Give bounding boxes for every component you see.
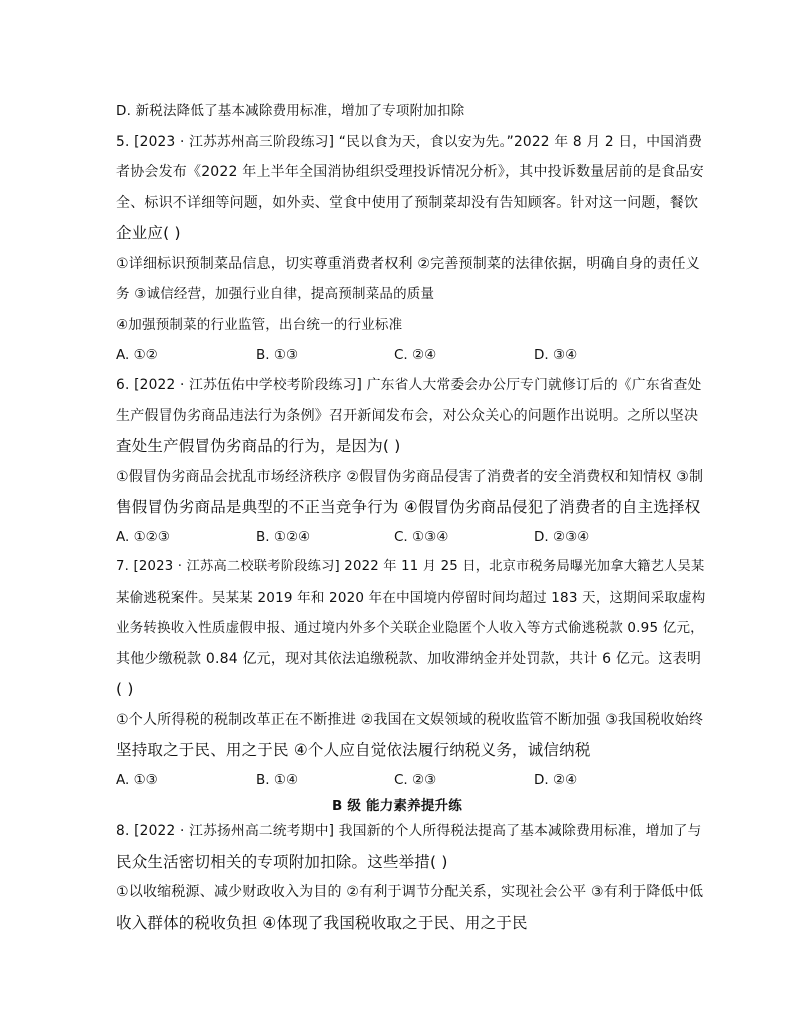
q8-stem-line-2: 民众生活密切相关的专项附加扣除。这些举措( ): [116, 853, 448, 871]
section-heading: B 级 能力素养提升练: [332, 798, 462, 814]
q5-statement-line-1: ①详细标识预制菜品信息，切实尊重消费者权利 ②完善预制菜的法律依据，明确自身的责任义: [116, 256, 700, 272]
q6-stem-line-1: 6. [2022 · 江苏伍佑中学校考阶段练习] 广东省人大常委会办公厅专门就修订后的《广东省查处: [116, 377, 702, 393]
q6-statement-line-2: 售假冒伪劣商品是典型的不正当竞争行为 ④假冒伪劣商品侵犯了消费者的自主选择权: [116, 498, 701, 516]
q5-stem-line-2: 者协会发布《2022 年上半年全国消协组织受理投诉情况分析》，其中投诉数量居前的是食品安: [116, 164, 704, 180]
q8-statement-line-2: 收入群体的税收负担 ④体现了我国税收取之于民、用之于民: [116, 914, 528, 932]
q7-option-b: B. ①④: [256, 772, 299, 788]
q5-statement-line-3: ④加强预制菜的行业监管，出台统一的行业标准: [116, 317, 403, 333]
q5-option-c: C. ②④: [394, 347, 437, 363]
q6-option-b: B. ①②④: [256, 529, 311, 545]
q6-stem-line-2: 生产假冒伪劣商品违法行为条例》召开新闻发布会，对公众关心的问题作出说明。之所以坚决: [116, 408, 699, 424]
q7-statement-line-2: 坚持取之于民、用之于民 ④个人应自觉依法履行纳税义务，诚信纳税: [116, 741, 591, 759]
q6-option-c: C. ①③④: [394, 529, 449, 545]
q7-stem-line-1: 7. [2023 · 江苏高二校联考阶段练习] 2022 年 11 月 25 日，北京市税务局曝光加拿大籍艺人吴某: [116, 559, 705, 574]
q8-statement-line-1: ①以收缩税源、减少财政收入为目的 ②有利于调节分配关系，实现社会公平 ③有利于降低中低: [116, 884, 704, 900]
q5-stem-line-1: 5. [2023 · 江苏苏州高三阶段练习] “民以食为天，食以安为先。”2022 年 8 月 2 日，中国消费: [116, 134, 703, 150]
q7-option-c: C. ②③: [394, 772, 437, 788]
q6-statement-line-1: ①假冒伪劣商品会扰乱市场经济秩序 ②假冒伪劣商品侵害了消费者的安全消费权和知情权 ③制: [116, 469, 704, 485]
q5-option-a: A. ①②: [116, 347, 158, 363]
q6-option-d: D. ②③④: [534, 529, 590, 545]
q5-stem-line-4: 企业应( ): [116, 224, 181, 242]
q7-stem-line-3: 业务转换收入性质虚假申报、通过境内外多个关联企业隐匿个人收入等方式偷逃税款 0.95 亿元，: [116, 620, 704, 636]
q5-stem-line-3: 全、标识不详细等问题，如外卖、堂食中使用了预制菜却没有告知顾客。针对这一问题，餐饮: [116, 195, 699, 211]
q5-option-d: D. ③④: [534, 347, 578, 363]
q4-option-d: D. 新税法降低了基本减除费用标准，增加了专项附加扣除: [116, 103, 465, 119]
q7-stem-line-4: 其他少缴税款 0.84 亿元，现对其依法追缴税款、加收滞纳金并处罚款，共计 6 亿元。这表明: [116, 651, 702, 667]
q7-stem-line-2: 某偷逃税案件。吴某某 2019 年和 2020 年在中国境内停留时间均超过 183 天，这期间采取虚构: [116, 590, 706, 606]
q7-option-d: D. ②④: [534, 772, 578, 788]
q5-option-b: B. ①③: [256, 347, 299, 363]
q7-option-a: A. ①③: [116, 772, 158, 788]
q7-stem-line-5: ( ): [116, 680, 134, 698]
q6-option-a: A. ①②③: [116, 529, 170, 545]
q7-statement-line-1: ①个人所得税的税制改革正在不断推进 ②我国在文娱领域的税收监管不断加强 ③我国税收始终: [116, 712, 704, 728]
q6-stem-line-3: 查处生产假冒伪劣商品的行为，是因为( ): [116, 437, 401, 455]
q8-stem-line-1: 8. [2022 · 江苏扬州高二统考期中] 我国新的个人所得税法提高了基本减除费用标准，增加了与: [116, 823, 702, 839]
q5-statement-line-2: 务 ③诚信经营，加强行业自律，提高预制菜品的质量: [116, 286, 435, 302]
